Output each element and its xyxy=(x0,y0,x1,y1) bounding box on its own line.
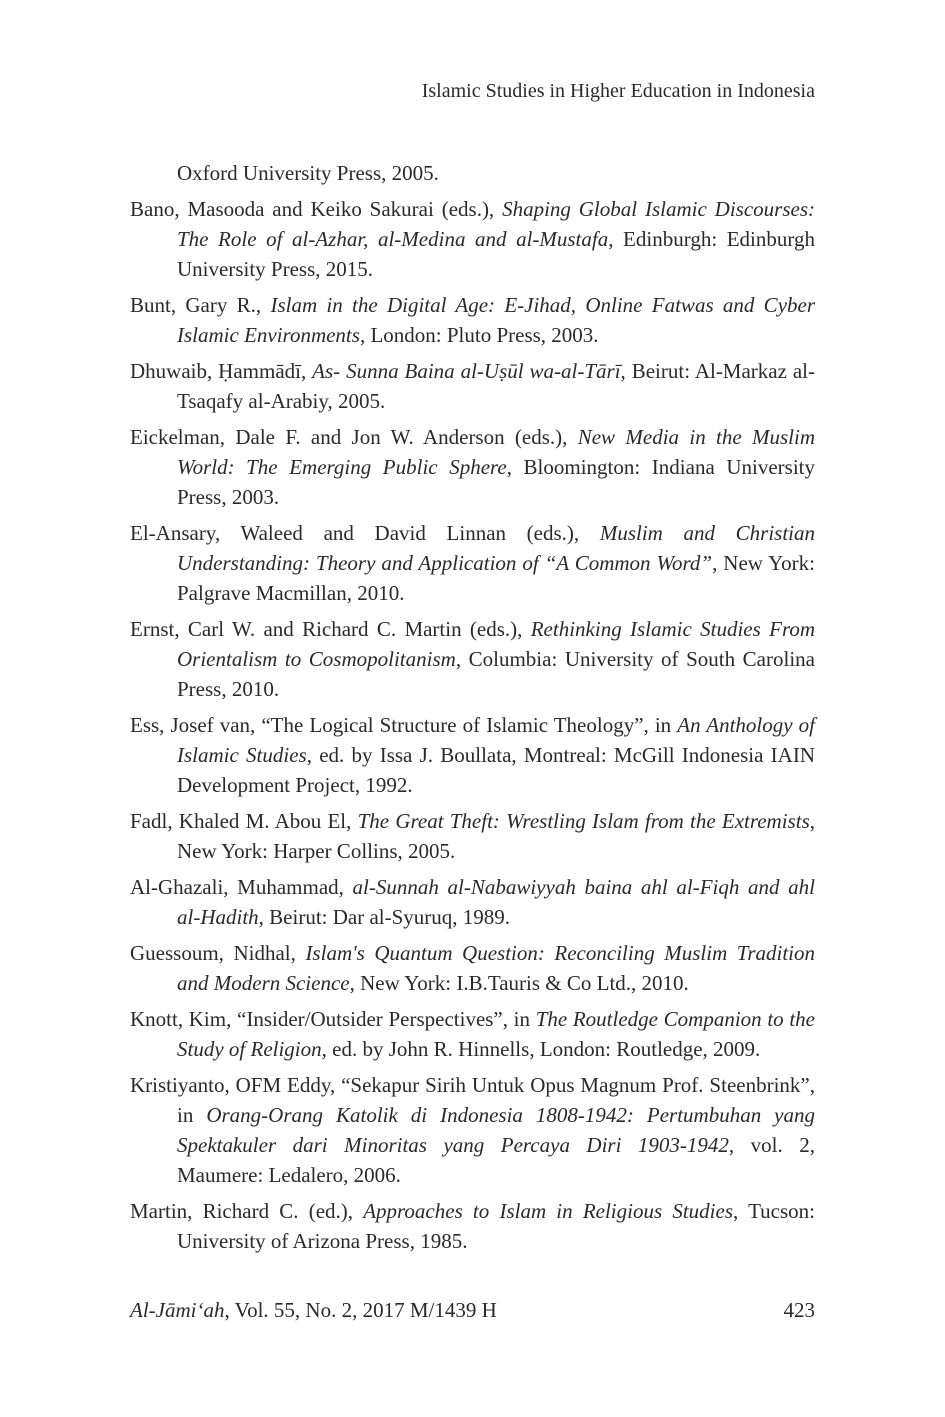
entry-text: Bano, Masooda and Keiko Sakurai (eds.), xyxy=(130,197,503,221)
entry-text: Guessoum, Nidhal, xyxy=(130,941,306,965)
entry-text: Ernst, Carl W. and Richard C. Martin (eds.), xyxy=(130,617,531,641)
entry-text: , ed. by John R. Hinnells, London: Routledge, 2009. xyxy=(321,1037,761,1061)
bibliography-entry xyxy=(130,194,815,284)
entry-text: Al-Ghazali, Muhammad, xyxy=(130,875,353,899)
entry-title: Approaches to Islam in Religious Studies xyxy=(363,1199,734,1223)
entry-text: , Bloomington: Indiana University Press, 2003. xyxy=(177,455,815,509)
running-head: Islamic Studies in Higher Education in Indonesia xyxy=(421,80,815,102)
journal-title: Al-Jāmi‘ah xyxy=(130,1298,225,1322)
entry-title: Islam in the Digital Age: E-Jihad, Online Fatwas and Cyber Islamic Environments xyxy=(177,293,816,347)
entry-text: , Beirut: Dar al-Syuruq, 1989. xyxy=(258,905,511,929)
bibliography-entry xyxy=(130,614,815,704)
entry-text: Oxford University Press, 2005. xyxy=(177,161,439,185)
entry-title: Shaping Global Islamic Discourses: The Role of al-Azhar, al-Medina and al-Mustafa xyxy=(177,197,815,251)
entry-text: Dhuwaib, Ḥammādī, xyxy=(130,359,313,383)
entry-text: El-Ansary, Waleed and David Linnan (eds.), xyxy=(130,521,600,545)
bibliography-entry xyxy=(130,158,815,188)
journal-citation xyxy=(130,1298,497,1323)
entry-title: Muslim and Christian Understanding: Theory and Application of “A Common Word” xyxy=(177,521,816,575)
entry-text: , ed. by Issa J. Boullata, Montreal: McGill Indonesia IAIN Development Project, 1992. xyxy=(177,743,815,797)
bibliography-list xyxy=(130,158,815,1262)
bibliography-entry xyxy=(130,1070,815,1190)
entry-text: Bunt, Gary R., xyxy=(130,293,271,317)
entry-text: Martin, Richard C. (ed.), xyxy=(130,1199,364,1223)
entry-text: Ess, Josef van, “The Logical Structure of Islamic Theology”, in xyxy=(130,713,678,737)
entry-title: al-Sunnah al-Nabawiyyah baina ahl al-Fiqh and ahl al-Hadith xyxy=(177,875,815,929)
entry-text: , Edinburgh: Edinburgh University Press, 2015. xyxy=(177,227,815,281)
entry-text: , Columbia: University of South Carolina Press, 2010. xyxy=(177,647,815,701)
page-number: 423 xyxy=(783,1298,815,1322)
entry-text: , New York: Harper Collins, 2005. xyxy=(177,809,815,863)
bibliography-entry xyxy=(130,710,815,800)
entry-title: Orang-Orang Katolik di Indonesia 1808-1942: Pertumbuhan yang Spektakuler dari Minoritas yang Percaya Diri 1903-1942 xyxy=(177,1103,815,1157)
entry-title: New Media in the Muslim World: The Emerging Public Sphere xyxy=(177,425,815,479)
entry-title: Rethinking Islamic Studies From Orientalism to Cosmopolitanism xyxy=(177,617,816,671)
bibliography-entry xyxy=(130,938,815,998)
entry-title: As- Sunna Baina al-Uṣūl wa-al-Tārī xyxy=(312,359,621,383)
entry-text: , London: Pluto Press, 2003. xyxy=(359,323,599,347)
entry-text: Kristiyanto, OFM Eddy, “Sekapur Sirih Untuk Opus Magnum Prof. Steenbrink”, in xyxy=(130,1073,815,1127)
entry-text: , vol. 2, Maumere: Ledalero, 2006. xyxy=(177,1133,815,1187)
bibliography-entry xyxy=(130,356,815,416)
entry-text: Fadl, Khaled M. Abou El, xyxy=(130,809,358,833)
journal-issue: , Vol. 55, No. 2, 2017 M/1439 H xyxy=(224,1298,497,1322)
entry-title: The Great Theft: Wrestling Islam from the Extremists xyxy=(357,809,810,833)
bibliography-entry xyxy=(130,1196,815,1256)
entry-text: , New York: Palgrave Macmillan, 2010. xyxy=(177,551,816,605)
entry-text: Eickelman, Dale F. and Jon W. Anderson (eds.), xyxy=(130,425,578,449)
bibliography-entry xyxy=(130,806,815,866)
entry-title: The Routledge Companion to the Study of Religion xyxy=(177,1007,815,1061)
entry-text: , Tucson: University of Arizona Press, 1985. xyxy=(177,1199,815,1253)
bibliography-entry xyxy=(130,290,815,350)
entry-title: An Anthology of Islamic Studies xyxy=(177,713,815,767)
entry-text: , New York: I.B.Tauris & Co Ltd., 2010. xyxy=(349,971,689,995)
entry-text: , Beirut: Al-Markaz al-Tsaqafy al-Arabiy, 2005. xyxy=(177,359,816,413)
bibliography-entry xyxy=(130,1004,815,1064)
bibliography-entry xyxy=(130,518,815,608)
entry-title: Islam's Quantum Question: Reconciling Muslim Tradition and Modern Science xyxy=(177,941,815,995)
entry-text: Knott, Kim, “Insider/Outsider Perspectives”, in xyxy=(130,1007,536,1031)
bibliography-entry xyxy=(130,872,815,932)
bibliography-entry xyxy=(130,422,815,512)
